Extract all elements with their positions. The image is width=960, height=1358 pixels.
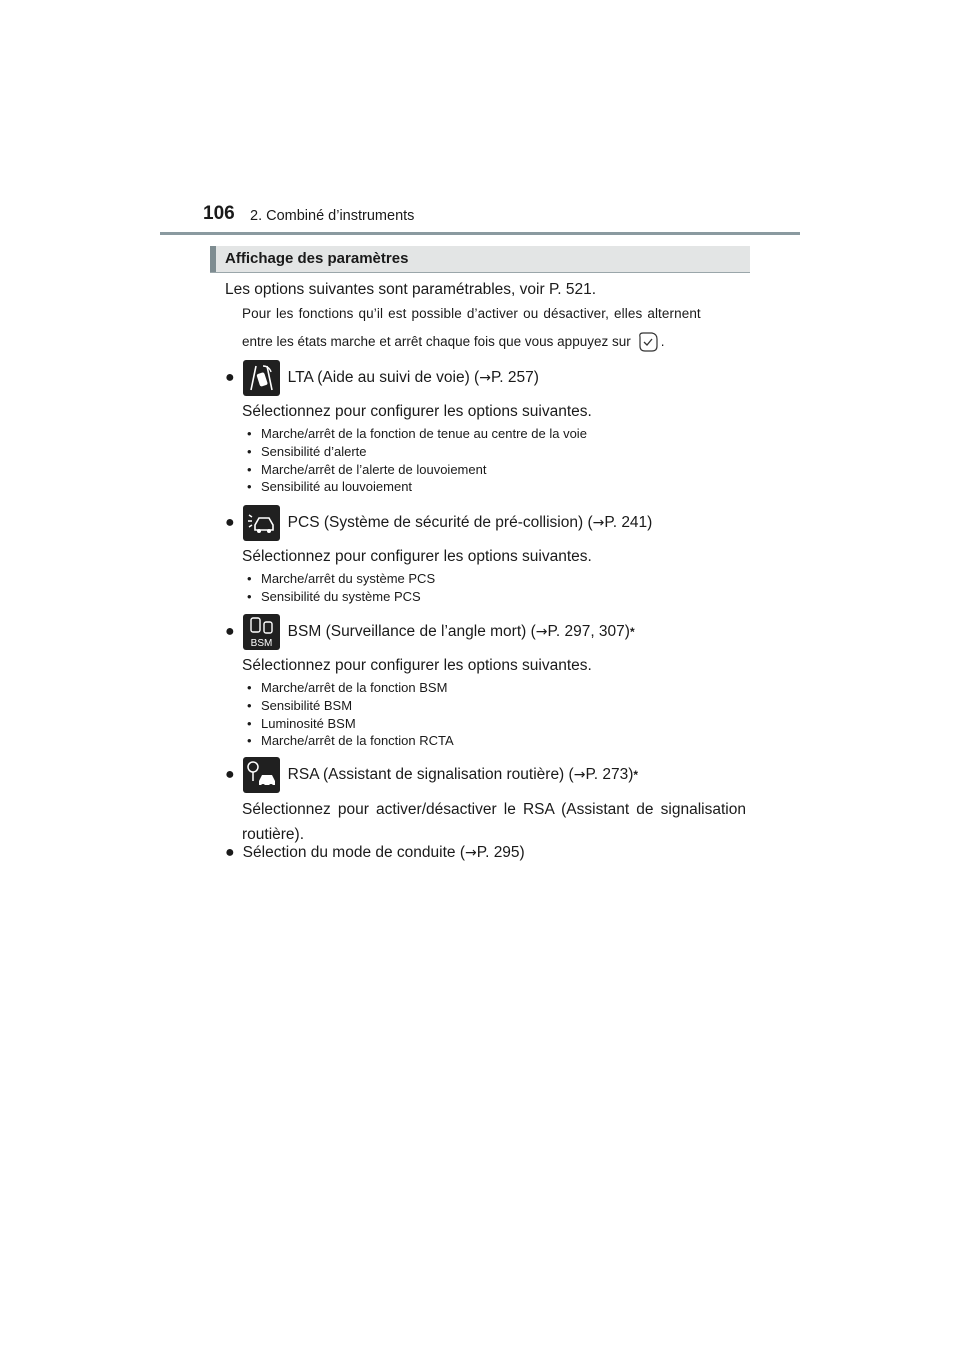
drive-mode-item (225, 844, 525, 862)
rsa-sub: Sélectionnez pour activer/désactiver le RSA (Assistant de signalisation routière). (242, 801, 746, 843)
lta-label: LTA (Aide au suivi de voie) ( (287, 369, 480, 386)
lta-options (247, 425, 587, 496)
drive-mode-ref: P. 295) (476, 844, 525, 861)
rsa-icon (243, 757, 280, 793)
ref-arrow: → (573, 767, 586, 783)
list-item: • Sensibilité au louvoiement (247, 478, 587, 496)
list-item: • Marche/arrêt du système PCS (247, 570, 435, 588)
pcs-label: PCS (Système de sécurité de pré-collision) ( (287, 514, 593, 531)
note-line-2 (242, 331, 747, 353)
bullet: ● (225, 514, 235, 531)
list-item: • Marche/arrêt de la fonction de tenue au centre de la voie (247, 425, 587, 443)
bullet: ● (225, 844, 235, 861)
bsm-icon-text: BSM (250, 638, 273, 649)
rsa-ref: P. 273) (585, 766, 634, 783)
list-item: • Marche/arrêt de la fonction BSM (247, 679, 454, 697)
bsm-label: BSM (Surveillance de l’angle mort) ( (287, 623, 536, 640)
ref-arrow: → (479, 370, 491, 386)
section-accent (210, 246, 216, 272)
bullet: ● (225, 369, 235, 386)
bullet: ● (225, 623, 235, 640)
note-line-2-text: entre les états marche et arrêt chaque fois que vous appuyez sur (242, 334, 631, 349)
lta-sub: Sélectionnez pour configurer les options suivantes. (242, 403, 592, 420)
list-item: • Sensibilité du système PCS (247, 588, 435, 606)
pcs-item (225, 505, 652, 541)
list-item: • Sensibilité d’alerte (247, 443, 587, 461)
bsm-options (247, 679, 454, 750)
rsa-label: RSA (Assistant de signalisation routière) ( (287, 766, 574, 783)
note-line-1: Pour les fonctions qu’il est possible d’activer ou désactiver, elles alternent (242, 306, 701, 321)
header-rule (160, 232, 800, 235)
ref-arrow: → (465, 845, 477, 861)
list-item: • Marche/arrêt de la fonction RCTA (247, 732, 454, 750)
section-heading (210, 246, 750, 273)
ref-arrow: → (535, 624, 548, 640)
chapter-title: 2. Combiné d’instruments (250, 208, 415, 224)
rsa-item: ● RSA (Assistant de signalisation routière) ( → P. 273) * (225, 757, 638, 793)
bsm-item: ● BSM BSM (Surveillance de l’angle mort) ( → P. 297, 307) * (225, 614, 635, 650)
list-item: • Luminosité BSM (247, 715, 454, 733)
pcs-icon (243, 505, 280, 541)
lta-icon (243, 360, 280, 396)
section-title: Affichage des paramètres (225, 250, 409, 267)
list-item: • Marche/arrêt de l’alerte de louvoiement (247, 461, 587, 479)
lta-ref: P. 257) (490, 369, 539, 386)
intro-text: Les options suivantes sont paramétrables, voir P. 521. (225, 281, 597, 298)
pcs-ref: P. 241) (604, 514, 653, 531)
bullet: ● (225, 766, 235, 783)
note-line-2-end: . (660, 334, 665, 349)
bsm-sub: Sélectionnez pour configurer les options suivantes. (242, 657, 592, 674)
check-button-icon (637, 331, 659, 353)
drive-mode-label: Sélection du mode de conduite ( (242, 844, 465, 861)
bsm-icon (243, 614, 280, 650)
page-number: 106 (203, 203, 235, 224)
list-item: • Sensibilité BSM (247, 697, 454, 715)
lta-item (225, 360, 539, 396)
ref-arrow: → (592, 515, 605, 531)
bsm-ref: P. 297, 307) (547, 623, 630, 640)
pcs-options (247, 570, 435, 606)
pcs-sub: Sélectionnez pour configurer les options suivantes. (242, 548, 592, 565)
